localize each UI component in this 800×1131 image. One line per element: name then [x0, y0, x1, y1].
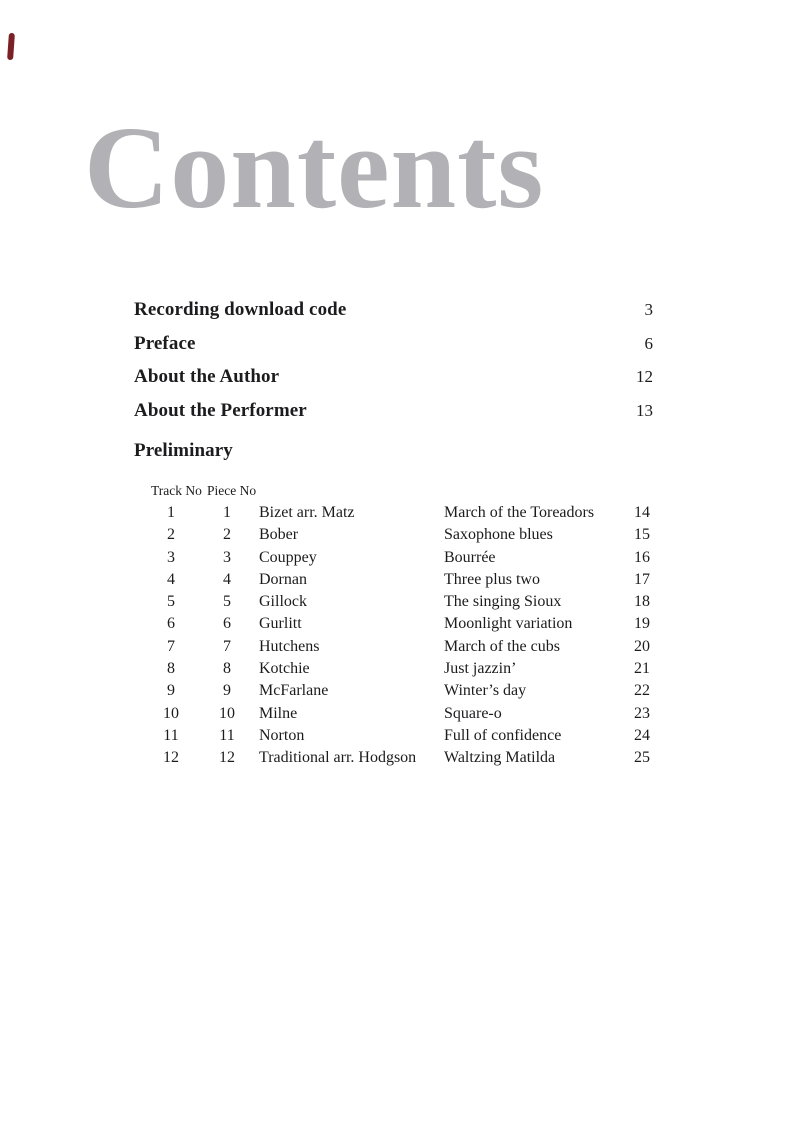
composer-name: Milne — [259, 704, 298, 722]
front-matter-label: Recording download code — [134, 299, 347, 320]
composer-name: Traditional arr. Hodgson — [259, 749, 417, 767]
table-row — [0, 569, 800, 591]
piece-number: 5 — [223, 593, 231, 611]
front-matter-row — [134, 299, 653, 333]
composer-name: Bizet arr. Matz — [259, 504, 355, 521]
composer-name: Norton — [259, 726, 305, 744]
page-number: 24 — [634, 726, 650, 744]
track-number: 4 — [167, 570, 175, 588]
track-number: 8 — [167, 660, 175, 678]
composer-name: Gillock — [259, 593, 307, 611]
track-number: 6 — [167, 615, 175, 633]
table-row — [0, 680, 800, 702]
front-matter-page-number: 3 — [644, 300, 653, 319]
piece-number: 11 — [219, 726, 235, 744]
track-number: 11 — [163, 726, 179, 744]
front-matter-page-number: 6 — [644, 333, 653, 353]
front-matter-label: Preface — [134, 332, 196, 354]
track-number: 3 — [167, 548, 175, 566]
front-matter-row — [134, 400, 653, 434]
table-row — [0, 591, 800, 613]
piece-title: Bourrée — [444, 548, 496, 566]
track-number: 9 — [167, 682, 175, 700]
page-number: 21 — [634, 660, 650, 678]
table-row — [0, 524, 800, 546]
piece-number: 12 — [219, 749, 235, 767]
piece-number: 10 — [219, 704, 235, 722]
page-number: 15 — [634, 526, 650, 544]
front-matter-page-number: 13 — [636, 400, 653, 420]
track-number: 10 — [163, 704, 179, 722]
track-number: 1 — [167, 504, 175, 521]
piece-title: March of the Toreadors — [444, 504, 595, 521]
page-number: 22 — [634, 682, 650, 700]
piece-title: Three plus two — [444, 570, 540, 588]
front-matter-row — [134, 440, 653, 474]
track-number: 7 — [167, 637, 175, 655]
composer-name: Gurlitt — [259, 615, 302, 633]
page-number: 16 — [634, 548, 650, 566]
piece-title: Waltzing Matilda — [444, 749, 556, 767]
composer-name: Bober — [259, 526, 299, 544]
front-matter-row — [134, 333, 653, 367]
front-matter-label: About the Performer — [134, 399, 307, 421]
table-row — [0, 658, 800, 680]
piece-title: Full of confidence — [444, 726, 562, 744]
track-number: 12 — [163, 749, 179, 767]
column-header-piece-no: Piece No — [207, 483, 257, 498]
composer-name: Hutchens — [259, 637, 320, 655]
red-ink-mark — [7, 33, 15, 60]
piece-number: 2 — [223, 526, 231, 544]
piece-number: 8 — [223, 660, 231, 678]
front-matter-page-number: 12 — [636, 367, 653, 386]
composer-name: Kotchie — [259, 660, 310, 678]
page-number: 20 — [634, 637, 650, 655]
piece-number: 1 — [223, 504, 231, 521]
page-number: 14 — [634, 504, 650, 521]
piece-title: Square-o — [444, 704, 502, 722]
table-row — [0, 502, 800, 524]
piece-number: 4 — [223, 570, 231, 588]
front-matter-label: Preliminary — [134, 440, 233, 461]
piece-number: 7 — [223, 637, 231, 655]
composer-name: McFarlane — [259, 682, 329, 700]
table-row — [0, 725, 800, 747]
table-row — [0, 636, 800, 658]
track-number: 5 — [167, 593, 175, 611]
page-number: 18 — [634, 593, 650, 611]
piece-title: March of the cubs — [444, 637, 560, 655]
table-row — [0, 747, 800, 769]
table-row — [0, 547, 800, 569]
piece-number: 3 — [223, 548, 231, 566]
page-title: Contents — [84, 102, 545, 233]
composer-name: Couppey — [259, 548, 317, 566]
piece-title: Saxophone blues — [444, 526, 553, 544]
table-row — [0, 703, 800, 725]
front-matter-label: About the Author — [134, 366, 280, 387]
composer-name: Dornan — [259, 570, 307, 588]
piece-title: Just jazzin’ — [444, 660, 517, 678]
column-header-track-no: Track No — [151, 483, 202, 498]
front-matter-row — [134, 366, 653, 400]
track-list — [0, 502, 800, 770]
page-number: 23 — [634, 704, 650, 722]
piece-title: The singing Sioux — [444, 593, 562, 611]
page-number: 17 — [634, 570, 650, 588]
piece-title: Winter’s day — [444, 682, 527, 700]
track-number: 2 — [167, 526, 175, 544]
front-matter-list — [134, 299, 653, 474]
table-row — [0, 613, 800, 635]
piece-number: 9 — [223, 682, 231, 700]
page-number: 19 — [634, 615, 650, 633]
piece-number: 6 — [223, 615, 231, 633]
piece-title: Moonlight variation — [444, 615, 573, 633]
page-number: 25 — [634, 749, 650, 767]
